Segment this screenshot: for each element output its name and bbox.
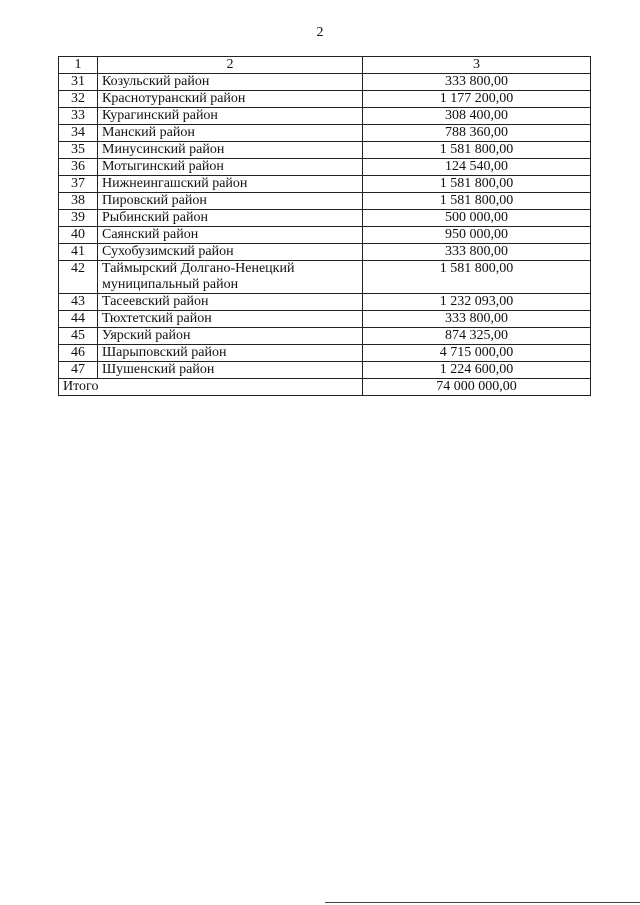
row-number: 45 (59, 328, 98, 345)
row-number: 40 (59, 227, 98, 244)
allocation-table (58, 56, 591, 396)
amount-value: 874 325,00 (363, 328, 591, 345)
amount-value: 124 540,00 (363, 159, 591, 176)
district-name: Козульский район (98, 74, 363, 91)
row-number: 47 (59, 362, 98, 379)
amount-value: 950 000,00 (363, 227, 591, 244)
row-number: 37 (59, 176, 98, 193)
table-row (59, 362, 591, 379)
district-name: Уярский район (98, 328, 363, 345)
amount-value: 333 800,00 (363, 244, 591, 261)
row-number: 34 (59, 125, 98, 142)
table-row (59, 142, 591, 159)
row-number: 41 (59, 244, 98, 261)
table-row (59, 328, 591, 345)
table-row (59, 108, 591, 125)
column-header-2: 2 (98, 57, 363, 74)
total-label: Итого (59, 379, 363, 396)
district-name: Манский район (98, 125, 363, 142)
district-name: Шарыповский район (98, 345, 363, 362)
amount-value: 333 800,00 (363, 74, 591, 91)
bottom-rule (325, 902, 640, 903)
table-row (59, 345, 591, 362)
row-number: 31 (59, 74, 98, 91)
amount-value: 1 581 800,00 (363, 176, 591, 193)
row-number: 42 (59, 261, 98, 294)
district-name: Мотыгинский район (98, 159, 363, 176)
row-number: 46 (59, 345, 98, 362)
row-number: 44 (59, 311, 98, 328)
table-row (59, 294, 591, 311)
amount-value: 4 715 000,00 (363, 345, 591, 362)
district-name: Шушенский район (98, 362, 363, 379)
table-row (59, 210, 591, 227)
district-name: Сухобузимский район (98, 244, 363, 261)
table-header-row (59, 57, 591, 74)
amount-value: 1 177 200,00 (363, 91, 591, 108)
row-number: 39 (59, 210, 98, 227)
row-number: 32 (59, 91, 98, 108)
row-number: 36 (59, 159, 98, 176)
district-name: Минусинский район (98, 142, 363, 159)
table-row (59, 125, 591, 142)
amount-value: 1 581 800,00 (363, 193, 591, 210)
district-name: Курагинский район (98, 108, 363, 125)
district-name: Нижнеингашский район (98, 176, 363, 193)
table-row (59, 227, 591, 244)
table-row (59, 91, 591, 108)
amount-value: 500 000,00 (363, 210, 591, 227)
district-name: Тюхтетский район (98, 311, 363, 328)
amount-value: 788 360,00 (363, 125, 591, 142)
row-number: 33 (59, 108, 98, 125)
row-number: 35 (59, 142, 98, 159)
table-row (59, 261, 591, 294)
column-header-1: 1 (59, 57, 98, 74)
district-name: Пировский район (98, 193, 363, 210)
amount-value: 1 224 600,00 (363, 362, 591, 379)
amount-value: 1 581 800,00 (363, 261, 591, 294)
amount-value: 308 400,00 (363, 108, 591, 125)
table-row (59, 176, 591, 193)
table-row (59, 193, 591, 210)
table-row (59, 244, 591, 261)
amount-value: 333 800,00 (363, 311, 591, 328)
district-name: Саянский район (98, 227, 363, 244)
table-row (59, 159, 591, 176)
district-name: Рыбинский район (98, 210, 363, 227)
row-number: 43 (59, 294, 98, 311)
district-name: Таймырский Долгано-Ненецкий муниципальный район (98, 261, 363, 294)
total-row (59, 379, 591, 396)
page-number: 2 (316, 25, 324, 40)
total-amount: 74 000 000,00 (363, 379, 591, 396)
amount-value: 1 232 093,00 (363, 294, 591, 311)
column-header-3: 3 (363, 57, 591, 74)
district-name: Тасеевский район (98, 294, 363, 311)
table-row (59, 311, 591, 328)
table-row (59, 74, 591, 91)
table-body (59, 57, 591, 396)
row-number: 38 (59, 193, 98, 210)
district-name: Краснотуранский район (98, 91, 363, 108)
amount-value: 1 581 800,00 (363, 142, 591, 159)
